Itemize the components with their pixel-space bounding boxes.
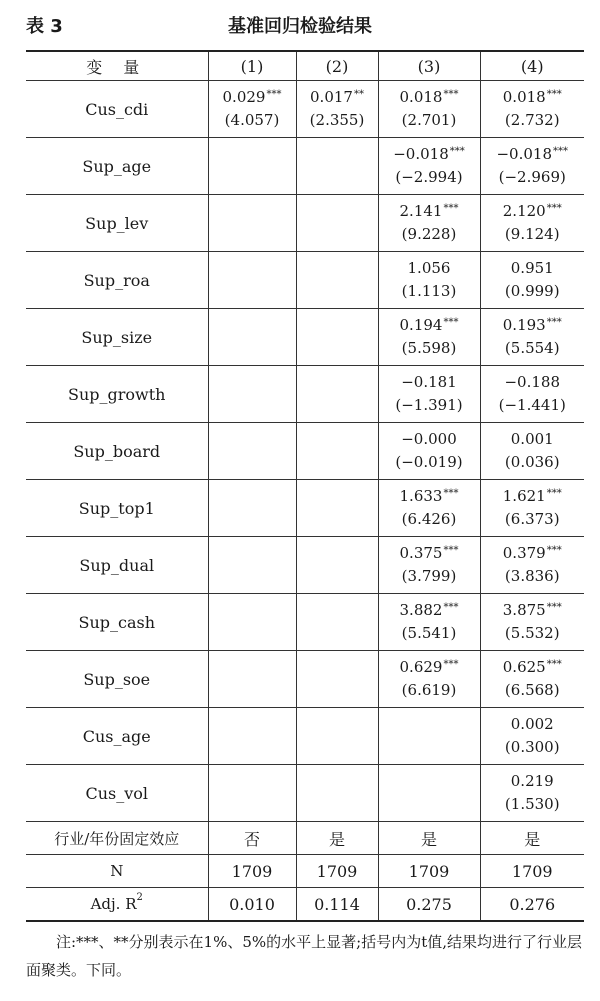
fixed-effects-row-value: 是: [480, 822, 584, 855]
adj-r2-row-value: 0.276: [480, 888, 584, 922]
coef-cell: [378, 195, 480, 252]
coef-cell: [378, 765, 480, 822]
significance-stars: ***: [443, 488, 459, 499]
coefficient: [379, 599, 480, 622]
table-row: [26, 594, 584, 651]
coef-cell: [208, 138, 296, 195]
header-col-3: (3): [378, 51, 480, 81]
coefficient-value: 0.018: [399, 88, 443, 106]
coefficient-value: −0.018: [393, 145, 449, 163]
variable-name: Sup_lev: [26, 195, 208, 252]
coef-cell: [208, 195, 296, 252]
header-col-4: (4): [480, 51, 584, 81]
coef-cell: [378, 423, 480, 480]
coefficient: [379, 371, 480, 394]
coef-cell: [296, 594, 378, 651]
coefficient-value: 2.120: [502, 202, 546, 220]
coef-cell: [480, 651, 584, 708]
table-row: [26, 366, 584, 423]
coefficient: [481, 599, 585, 622]
adj-r2-row-label-superscript: 2: [136, 892, 143, 903]
coefficient: [379, 542, 480, 565]
coef-cell: [378, 366, 480, 423]
coefficient-value: 0.001: [510, 430, 554, 448]
coefficient-value: 3.882: [399, 601, 443, 619]
coefficient: [379, 485, 480, 508]
significance-stars: ***: [546, 659, 562, 670]
coef-cell: [378, 81, 480, 138]
significance-stars: ***: [443, 659, 459, 670]
coef-cell: [208, 651, 296, 708]
coefficient: [481, 713, 585, 736]
coef-cell: [480, 309, 584, 366]
coef-cell: [480, 594, 584, 651]
coef-cell: [378, 651, 480, 708]
table-row: [26, 708, 584, 765]
coef-cell: [208, 423, 296, 480]
table-row: [26, 423, 584, 480]
variable-name: Sup_age: [26, 138, 208, 195]
coefficient: [379, 257, 480, 280]
coefficient-value: 0.219: [510, 772, 554, 790]
table-caption: [0, 0, 600, 42]
table-row: [26, 195, 584, 252]
coef-cell: [208, 252, 296, 309]
n-row-value: 1709: [480, 855, 584, 888]
fixed-effects-row-label: [26, 822, 208, 855]
coef-cell: [296, 537, 378, 594]
t-statistic: (2.701): [401, 111, 457, 129]
t-statistic: (0.999): [504, 282, 560, 300]
coef-cell: [208, 594, 296, 651]
variable-name: Sup_size: [26, 309, 208, 366]
t-statistic: (3.836): [504, 567, 560, 585]
variable-name: Sup_roa: [26, 252, 208, 309]
coefficient: [379, 200, 480, 223]
coef-cell: [378, 708, 480, 765]
significance-stars: ***: [546, 602, 562, 613]
t-statistic: (6.426): [401, 510, 457, 528]
coef-cell: [208, 81, 296, 138]
coef-cell: [480, 195, 584, 252]
coef-cell: [208, 480, 296, 537]
adj-r2-row-value: 0.275: [378, 888, 480, 922]
t-statistic: (5.554): [504, 339, 560, 357]
coefficient: [481, 143, 585, 166]
table-row: [26, 765, 584, 822]
t-statistic: (−2.969): [498, 168, 566, 186]
coefficient-value: 3.875: [502, 601, 546, 619]
significance-stars: ***: [443, 545, 459, 556]
coefficient: [379, 428, 480, 451]
table-row: [26, 651, 584, 708]
coefficient-value: 0.029: [222, 88, 266, 106]
coefficient-value: 1.633: [399, 487, 443, 505]
coef-cell: [296, 708, 378, 765]
coefficient: [481, 86, 585, 109]
coefficient: [379, 314, 480, 337]
adj-r2-row: [26, 888, 584, 922]
coefficient-value: 0.194: [399, 316, 443, 334]
t-statistic: (9.228): [401, 225, 457, 243]
coefficient-value: 0.017: [310, 88, 353, 106]
coefficient: [481, 542, 585, 565]
table-title: 基准回归检验结果: [228, 16, 372, 37]
significance-stars: ***: [449, 146, 465, 157]
t-statistic: (5.532): [504, 624, 560, 642]
t-statistic: (−0.019): [395, 453, 463, 471]
table-row: [26, 309, 584, 366]
variable-name: Sup_growth: [26, 366, 208, 423]
coef-cell: [378, 594, 480, 651]
header-col-1: (1): [208, 51, 296, 81]
n-row: [26, 855, 584, 888]
t-statistic: (5.598): [401, 339, 457, 357]
coef-cell: [480, 708, 584, 765]
coefficient-value: 0.951: [510, 259, 554, 277]
t-statistic: (3.799): [401, 567, 457, 585]
coefficient: [481, 314, 585, 337]
regression-table: [26, 50, 584, 922]
table-row: [26, 252, 584, 309]
significance-stars: ***: [266, 89, 282, 100]
t-statistic: (6.568): [504, 681, 560, 699]
coef-cell: [296, 765, 378, 822]
coefficient-value: 0.625: [502, 658, 546, 676]
coef-cell: [378, 138, 480, 195]
coefficient: [481, 371, 585, 394]
significance-stars: ***: [443, 89, 459, 100]
coef-cell: [296, 81, 378, 138]
adj-r2-row-label: [26, 888, 208, 922]
coef-cell: [296, 651, 378, 708]
significance-stars: ***: [546, 203, 562, 214]
t-statistic: (2.732): [504, 111, 560, 129]
coef-cell: [480, 537, 584, 594]
coefficient-value: 0.193: [502, 316, 546, 334]
fixed-effects-row-value: 是: [296, 822, 378, 855]
t-statistic: (6.373): [504, 510, 560, 528]
coef-cell: [378, 480, 480, 537]
significance-stars: ***: [546, 89, 562, 100]
coefficient-value: 0.629: [399, 658, 443, 676]
coefficient: [481, 485, 585, 508]
t-statistic: (0.036): [504, 453, 560, 471]
coefficient: [481, 770, 585, 793]
coefficient: [379, 656, 480, 679]
n-row-value: 1709: [378, 855, 480, 888]
coef-cell: [208, 537, 296, 594]
coef-cell: [378, 537, 480, 594]
adj-r2-row-value: 0.010: [208, 888, 296, 922]
coefficient-value: 0.379: [502, 544, 546, 562]
coef-cell: [208, 708, 296, 765]
header-row: [26, 51, 584, 81]
coefficient: [481, 257, 585, 280]
t-statistic: (2.355): [309, 111, 365, 129]
coefficient: [481, 200, 585, 223]
adj-r2-row-value: 0.114: [296, 888, 378, 922]
variable-name: Sup_soe: [26, 651, 208, 708]
header-col-2: (2): [296, 51, 378, 81]
coef-cell: [296, 480, 378, 537]
coefficient-value: 1.621: [502, 487, 546, 505]
adj-r2-row-label-text: Adj. R: [90, 895, 137, 913]
variable-name: Cus_age: [26, 708, 208, 765]
significance-stars: ***: [553, 146, 568, 157]
coefficient: [297, 86, 378, 109]
coef-cell: [378, 252, 480, 309]
coef-cell: [296, 366, 378, 423]
significance-stars: ***: [546, 317, 562, 328]
coef-cell: [378, 309, 480, 366]
t-statistic: (4.057): [224, 111, 280, 129]
coef-cell: [208, 765, 296, 822]
coefficient-value: −0.181: [401, 373, 457, 391]
coefficient: [209, 86, 296, 109]
coef-cell: [480, 480, 584, 537]
t-statistic: (−1.391): [395, 396, 463, 414]
t-statistic: (0.300): [504, 738, 560, 756]
significance-stars: ***: [443, 203, 459, 214]
coef-cell: [296, 309, 378, 366]
coefficient: [379, 86, 480, 109]
coefficient: [379, 143, 480, 166]
fixed-effects-row: [26, 822, 584, 855]
fixed-effects-row-label-text: 行业/年份固定效应: [54, 829, 180, 848]
t-statistic: (1.530): [504, 795, 560, 813]
variable-name: Sup_top1: [26, 480, 208, 537]
significance-stars: ***: [443, 602, 459, 613]
coefficient-value: −0.000: [401, 430, 457, 448]
coef-cell: [208, 366, 296, 423]
coefficient-value: 1.056: [407, 259, 451, 277]
header-variable: 变 量: [26, 51, 208, 81]
n-row-value: 1709: [208, 855, 296, 888]
variable-name: Sup_dual: [26, 537, 208, 594]
coefficient-value: 0.375: [399, 544, 443, 562]
coef-cell: [480, 423, 584, 480]
coef-cell: [296, 252, 378, 309]
coefficient: [481, 428, 585, 451]
t-statistic: (−2.994): [395, 168, 463, 186]
n-row-value: 1709: [296, 855, 378, 888]
table-row: [26, 81, 584, 138]
table-row: [26, 480, 584, 537]
table-label: 表 3: [26, 16, 63, 37]
coef-cell: [296, 138, 378, 195]
coef-cell: [480, 81, 584, 138]
t-statistic: (1.113): [401, 282, 457, 300]
table-note: 注:***、**分别表示在1%、5%的水平上显著;括号内为t值,结果均进行了行业层面聚类。下同。: [26, 933, 582, 979]
coef-cell: [208, 309, 296, 366]
coef-cell: [296, 423, 378, 480]
coef-cell: [296, 195, 378, 252]
coefficient-value: 0.018: [502, 88, 546, 106]
coefficient-value: −0.188: [504, 373, 560, 391]
coefficient-value: 2.141: [399, 202, 443, 220]
t-statistic: (9.124): [504, 225, 560, 243]
n-row-label-text: N: [110, 862, 124, 880]
coefficient: [481, 656, 585, 679]
fixed-effects-row-value: 否: [208, 822, 296, 855]
variable-name: Sup_board: [26, 423, 208, 480]
t-statistic: (6.619): [401, 681, 457, 699]
fixed-effects-row-value: 是: [378, 822, 480, 855]
significance-stars: ***: [546, 488, 562, 499]
table-row: [26, 138, 584, 195]
table-row: [26, 537, 584, 594]
coef-cell: [480, 765, 584, 822]
coefficient-value: −0.018: [496, 145, 552, 163]
t-statistic: (−1.441): [498, 396, 566, 414]
t-statistic: (5.541): [401, 624, 457, 642]
significance-stars: **: [353, 89, 364, 100]
coef-cell: [480, 252, 584, 309]
n-row-label: [26, 855, 208, 888]
variable-name: Cus_vol: [26, 765, 208, 822]
coefficient-value: 0.002: [510, 715, 554, 733]
significance-stars: ***: [443, 317, 459, 328]
coef-cell: [480, 366, 584, 423]
variable-name: Sup_cash: [26, 594, 208, 651]
significance-stars: ***: [546, 545, 562, 556]
coef-cell: [480, 138, 584, 195]
variable-name: Cus_cdi: [26, 81, 208, 138]
